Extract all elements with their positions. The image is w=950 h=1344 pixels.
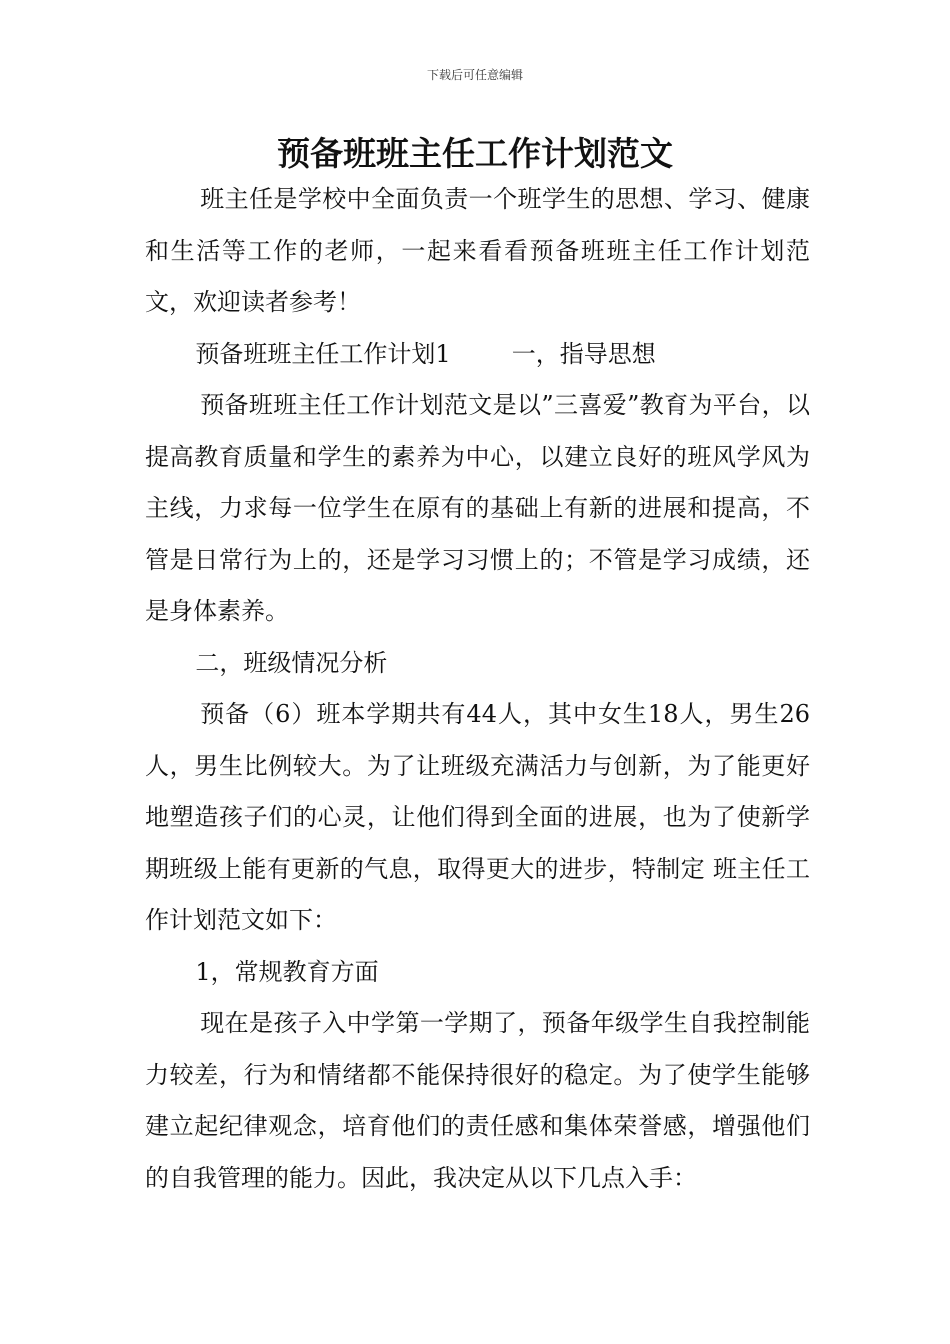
document-body <box>145 174 810 1204</box>
paragraph-class-analysis: 预备（6）班本学期共有44人，其中女生18人，男生26人，男生比例较大。为了让班级充满活力与创新，为了能更好地塑造孩子们的心灵，让他们得到全面的进展，也为了使新学期班级上能有更新的气息，取得更大的进步，特制定 班主任工作计划范文如下： <box>145 700 810 934</box>
document-title: 预备班班主任工作计划范文 <box>277 134 673 173</box>
section-heading-class-analysis: 二，班级情况分析 <box>195 648 388 677</box>
section-heading-routine-education: 1，常规教育方面 <box>195 957 379 986</box>
paragraph-plan-heading: 预备班班主任工作计划1 一，指导思想 <box>195 339 656 368</box>
paragraph-routine-education: 现在是孩子入中学第一学期了，预备年级学生自我控制能力较差，行为和情绪都不能保持很好的稳定。为了使学生能够建立起纪律观念，培育他们的责任感和集体荣誉感，增强他们的自我管理的能力。因此，我决定从以下几点入手： <box>145 1009 810 1192</box>
paragraph-intro: 班主任是学校中全面负责一个班学生的思想、学习、健康和生活等工作的老师，一起来看看预备班班主任工作计划范文，欢迎读者参考！ <box>145 185 810 316</box>
header-note: 下载后可任意编辑 <box>426 68 523 82</box>
paragraph-guiding-thought: 预备班班主任工作计划范文是以”三喜爱”教育为平台，以提高教育质量和学生的素养为中心，以建立良好的班风学风为主线，力求每一位学生在原有的基础上有新的进展和提高，不管是日常行为上的，还是学习习惯上的；不管是学习成绩，还是身体素养。 <box>145 391 810 625</box>
